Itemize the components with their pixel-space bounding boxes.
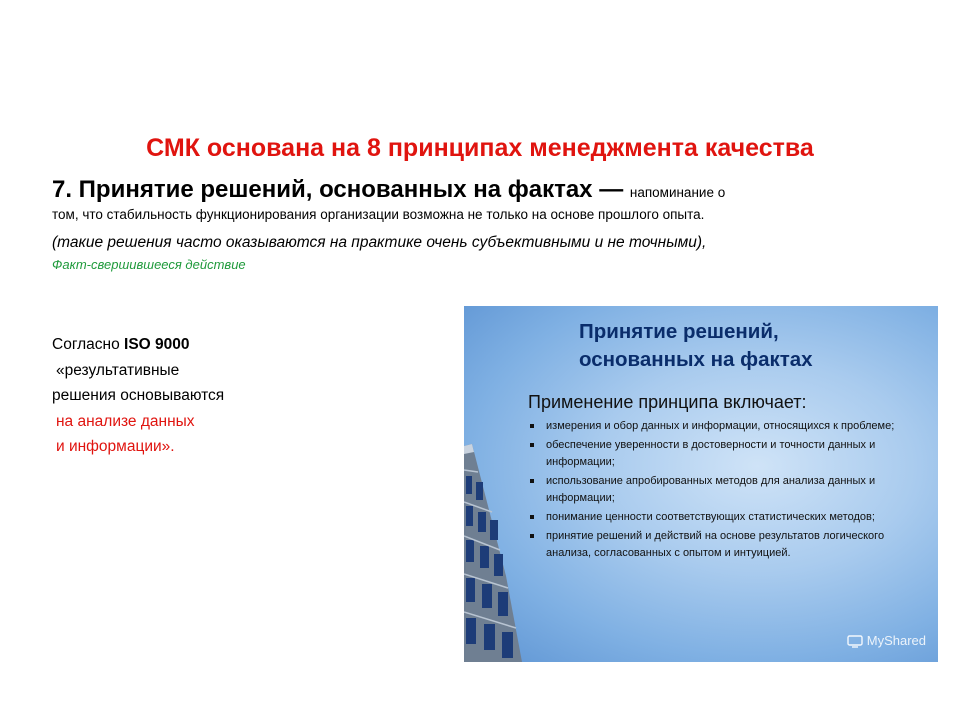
iso-line-3: решения основываются [52, 387, 225, 404]
iso-line-2: «результативные [56, 361, 180, 379]
picture-title-line-1: Принятие решений, [579, 320, 779, 343]
iso-prefix: Согласно [52, 336, 125, 353]
iso-line-4: на анализе данных [56, 412, 195, 430]
list-item: использование апробированных методов для анализа данных и информации; [528, 473, 928, 507]
iso-quote [52, 332, 352, 460]
picture-title-line-2: основанных на фактах [579, 348, 813, 371]
picture-title [579, 318, 813, 374]
watermark-text: MyShared [866, 633, 926, 648]
iso-standard: ISO 9000 [124, 336, 190, 353]
fact-definition: Факт-свершившееся действие [52, 257, 246, 272]
projector-icon [847, 634, 863, 648]
slide-picture [464, 306, 938, 662]
principle-text-start: напоминание о [629, 185, 726, 200]
list-item: измерения и обор данных и информации, относящихся к проблеме; [528, 418, 928, 435]
slide-title: СМК основана на 8 принципах менеджмента качества [146, 134, 814, 162]
list-item: понимание ценности соответствующих статистических методов; [528, 509, 928, 526]
list-item: принятие решений и действий на основе результатов логического анализа, согласованных с опытом и интуицией. [528, 528, 928, 562]
picture-subtitle: Применение принципа включает: [528, 392, 807, 412]
principle-block [52, 176, 892, 224]
italic-note: (такие решения часто оказываются на практике очень субъективными и не точными), [52, 234, 707, 251]
principle-heading: 7. Принятие решений, основанных на фактах — [52, 176, 630, 203]
list-item: обеспечение уверенности в достоверности и точности данных и информации; [528, 437, 928, 471]
watermark [847, 633, 926, 648]
iso-line-5: и информации». [56, 438, 175, 455]
principle-text-rest: том, что стабильность функционирования организации возможна не только на основе прошлого опыта. [52, 207, 705, 222]
picture-bullet-list [528, 418, 928, 564]
